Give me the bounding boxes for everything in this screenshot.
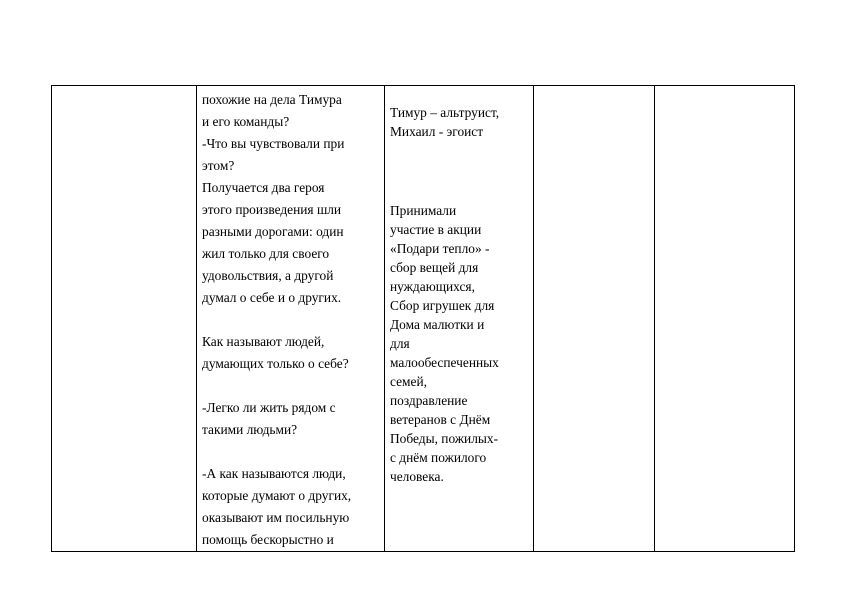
text-line: Победы, пожилых-: [390, 431, 499, 446]
table-cell-empty-4: [534, 86, 655, 552]
text-line: -А как называются люди,: [202, 466, 346, 481]
text-line: малообеспеченных: [390, 355, 499, 370]
text-line: поздравление: [390, 393, 468, 408]
text-line: -Что вы чувствовали при: [202, 136, 345, 151]
text-line: Сбор игрушек для: [390, 298, 495, 313]
lesson-table: [51, 85, 795, 552]
paragraph-gap: [202, 375, 380, 397]
text-line: похожие на дела Тимура: [202, 92, 342, 107]
text-line: Как называют людей,: [202, 334, 325, 349]
text-line: такими людьми?: [202, 422, 298, 437]
text-line: думающих только о себе?: [202, 356, 349, 371]
table-cell-empty-1: [52, 86, 197, 552]
text-line: Получается два героя: [202, 180, 325, 195]
text-line: участие в акции: [390, 222, 482, 237]
text-line: помощь бескорыстно и: [202, 532, 334, 547]
table-cell-student-activity: [385, 86, 534, 552]
text-line: этом?: [202, 158, 235, 173]
text-line: думал о себе и о других.: [202, 290, 342, 305]
text-line: и его команды?: [202, 114, 290, 129]
table-row: [52, 86, 795, 552]
text-line: сбор вещей для: [390, 260, 479, 275]
text-line: этого произведения шли: [202, 202, 342, 217]
text-line: разными дорогами: один: [202, 224, 344, 239]
text-line: Михаил - эгоист: [390, 124, 484, 139]
text-line: -Легко ли жить рядом с: [202, 400, 336, 415]
text-line: человека.: [390, 469, 444, 484]
text-line: Принимали: [390, 203, 457, 218]
text-line: для: [390, 336, 410, 351]
text-line: ветеранов с Днём: [390, 412, 491, 427]
text-line: нуждающихся,: [390, 279, 475, 294]
text-line: Тимур – альтруист,: [390, 105, 500, 120]
text-line: удовольствия, а другой: [202, 268, 334, 283]
text-line: жил только для своего: [202, 246, 330, 261]
text-line: оказывают им посильную: [202, 510, 350, 525]
paragraph-gap: [202, 441, 380, 463]
text-line: семей,: [390, 374, 427, 389]
paragraph-gap: [390, 141, 529, 201]
table-cell-teacher-activity: [197, 86, 385, 552]
paragraph-gap: [202, 309, 380, 331]
text-line: которые думают о других,: [202, 488, 352, 503]
table-cell-empty-5: [655, 86, 795, 552]
text-line: с днём пожилого: [390, 450, 487, 465]
text-line: Дома малютки и: [390, 317, 485, 332]
text-line: «Подари тепло» -: [390, 241, 490, 256]
